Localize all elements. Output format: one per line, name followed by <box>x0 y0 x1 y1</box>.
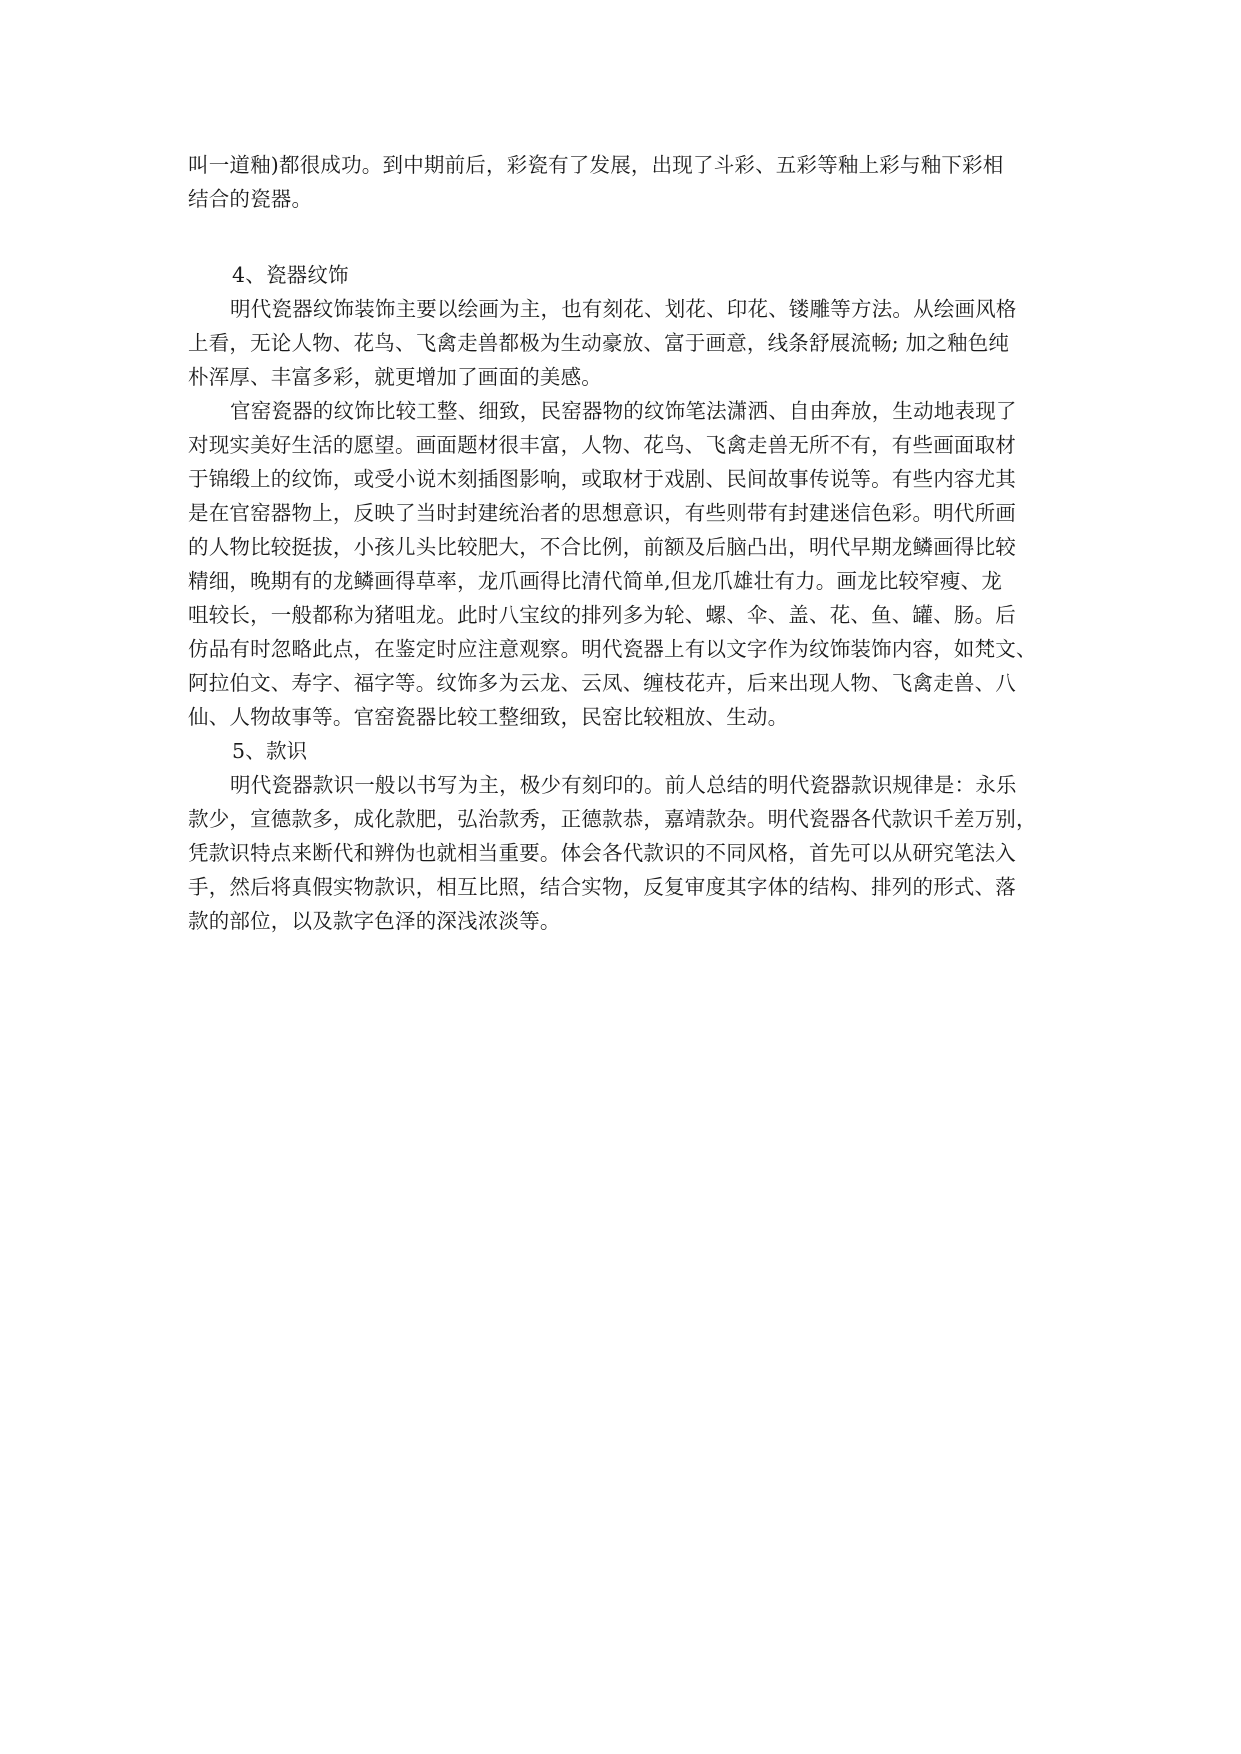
text-line: 款的部位，以及款字色泽的深浅浓淡等。 <box>188 909 561 933</box>
marks-paragraph <box>188 768 1054 938</box>
text-line: 咀较长，一般都称为猪咀龙。此时八宝纹的排列多为轮、螺、伞、盖、花、鱼、罐、肠。后 <box>188 603 1016 627</box>
text-line: 明代瓷器款识一般以书写为主，极少有刻印的。前人总结的明代瓷器款识规律是：永乐 <box>230 773 1017 797</box>
text-line: 对现实美好生活的愿望。画面题材很丰富，人物、花鸟、飞禽走兽无所不有，有些画面取材 <box>188 433 1016 457</box>
paragraph-gap <box>188 216 1054 258</box>
text-line: 官窑瓷器的纹饰比较工整、细致，民窑器物的纹饰笔法潇洒、自由奔放，生动地表现了 <box>230 399 1017 423</box>
text-line: 凭款识特点来断代和辨伪也就相当重要。体会各代款识的不同风格，首先可以从研究笔法入 <box>188 841 1016 865</box>
text-line: 朴浑厚、丰富多彩，就更增加了画面的美感。 <box>188 365 602 389</box>
text-line: 叫一道釉)都很成功。到中期前后，彩瓷有了发展，出现了斗彩、五彩等釉上彩与釉下彩相 <box>188 153 1004 177</box>
text-line: 精细，晚期有的龙鳞画得草率，龙爪画得比清代简单,但龙爪雄壮有力。画龙比较窄瘦、龙 <box>188 569 1003 593</box>
decoration-paragraph-1 <box>188 292 1054 394</box>
text-line: 上看，无论人物、花鸟、飞禽走兽都极为生动豪放、富于画意，线条舒展流畅; 加之釉色纯 <box>188 331 1010 355</box>
section-heading-marks: 5、款识 <box>232 739 308 763</box>
text-line: 于锦缎上的纹饰，或受小说木刻插图影响，或取材于戏剧、民间故事传说等。有些内容尤其 <box>188 467 1016 491</box>
text-line: 阿拉伯文、寿字、福字等。纹饰多为云龙、云凤、缠枝花卉，后来出现人物、飞禽走兽、八 <box>188 671 1016 695</box>
text-line: 仙、人物故事等。官窑瓷器比较工整细致，民窑比较粗放、生动。 <box>188 705 789 729</box>
text-line: 是在官窑器物上，反映了当时封建统治者的思想意识，有些则带有封建迷信色彩。明代所画 <box>188 501 1016 525</box>
document-page <box>188 148 1054 938</box>
text-line: 手，然后将真假实物款识，相互比照，结合实物，反复审度其字体的结构、排列的形式、落 <box>188 875 1016 899</box>
text-line: 仿品有时忽略此点，在鉴定时应注意观察。明代瓷器上有以文字作为纹饰装饰内容，如梵文、 <box>188 637 1037 661</box>
text-line: 明代瓷器纹饰装饰主要以绘画为主，也有刻花、划花、印花、镂雕等方法。从绘画风格 <box>230 297 1017 321</box>
section-heading-decoration: 4、瓷器纹饰 <box>232 263 349 287</box>
text-line: 款少，宣德款多，成化款肥，弘治款秀，正德款恭，嘉靖款杂。明代瓷器各代款识千差万别， <box>188 807 1037 831</box>
intro-paragraph <box>188 148 1054 216</box>
text-line: 的人物比较挺拔，小孩儿头比较肥大，不合比例，前额及后脑凸出，明代早期龙鳞画得比较 <box>188 535 1016 559</box>
text-line: 结合的瓷器。 <box>188 187 313 211</box>
decoration-paragraph-2 <box>188 394 1054 734</box>
